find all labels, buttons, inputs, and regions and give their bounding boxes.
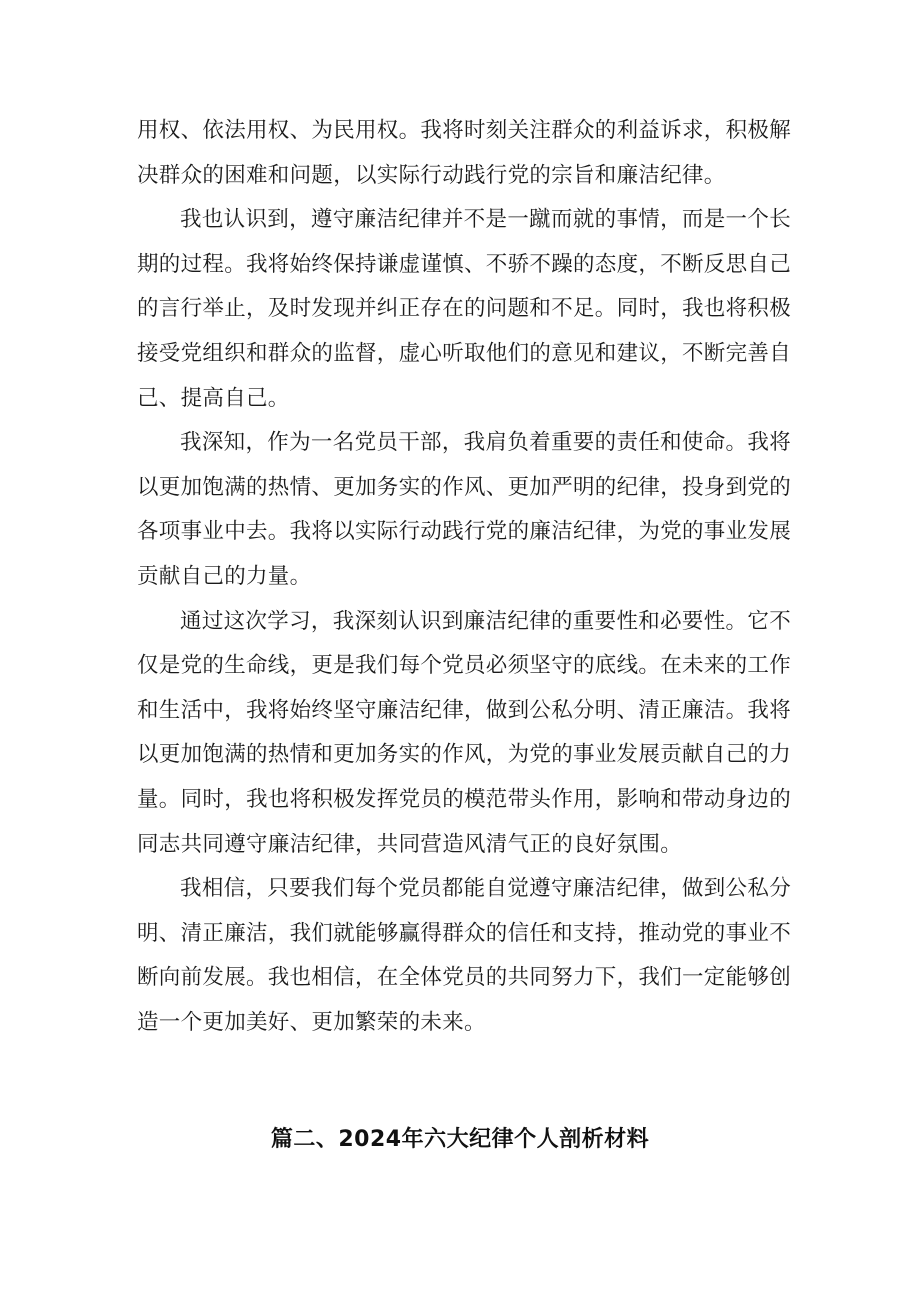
paragraph-continuation: 用权、依法用权、为民用权。我将时刻关注群众的利益诉求，积极解决群众的困难和问题，以实际行动践行党的宗旨和廉洁纪律。 [137,118,792,188]
paragraph: 通过这次学习，我深刻认识到廉洁纪律的重要性和必要性。它不仅是党的生命线，更是我们每个党员必须坚守的底线。在未来的工作和生活中，我将始终坚守廉洁纪律，做到公私分明、清正廉洁。我将以更加饱满的热情和更加务实的作风，为党的事业发展贡献自己的力量。同时，我也将积极发挥党员的模范带头作用，影响和带动身边的同志共同遵守廉洁纪律，共同营造风清气正的良好氛围。 [137,608,792,857]
paragraph: 我相信，只要我们每个党员都能自觉遵守廉洁纪律，做到公私分明、清正廉洁，我们就能够赢得群众的信任和支持，推动党的事业不断向前发展。我也相信，在全体党员的共同努力下，我们一定能够创造一个更加美好、更加繁荣的未来。 [137,876,792,1035]
paragraph: 我也认识到，遵守廉洁纪律并不是一蹴而就的事情，而是一个长期的过程。我将始终保持谦虚谨慎、不骄不躁的态度，不断反思自己的言行举止，及时发现并纠正存在的问题和不足。同时，我也将积极接受党组织和群众的监督，虚心听取他们的意见和建议，不断完善自己、提高自己。 [137,207,792,411]
section-heading: 篇二、2024年六大纪律个人剖析材料 [270,1127,650,1152]
paragraph: 我深知，作为一名党员干部，我肩负着重要的责任和使命。我将以更加饱满的热情、更加务实的作风、更加严明的纪律，投身到党的各项事业中去。我将以实际行动践行党的廉洁纪律，为党的事业发展贡献自己的力量。 [137,430,792,589]
document-body [137,109,791,1045]
